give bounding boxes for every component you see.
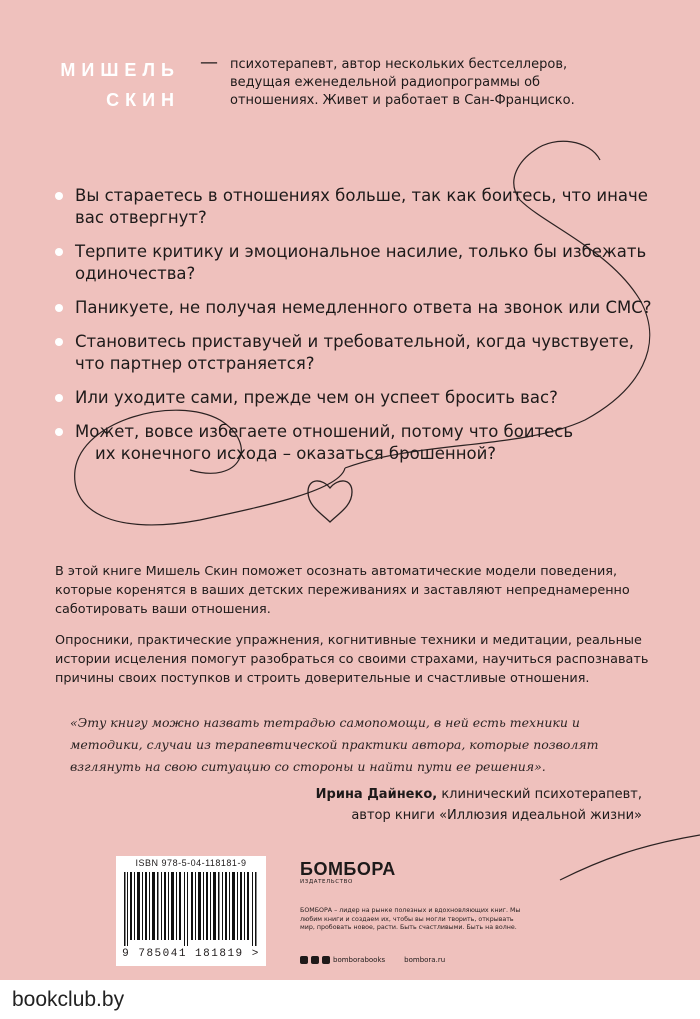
- quote-author-book: автор книги «Иллюзия идеальной жизни»: [351, 808, 642, 823]
- publisher-links: [300, 956, 445, 964]
- bullet-dot-icon: [55, 304, 63, 312]
- question-item: Терпите критику и эмоциональное насилие, только бы избежать одиночества?: [55, 241, 655, 285]
- facebook-icon: [300, 956, 308, 964]
- heart-icon: [308, 481, 352, 522]
- bullet-dot-icon: [55, 338, 63, 346]
- isbn-barcode-block: [116, 856, 266, 966]
- bullet-dot-icon: [55, 192, 63, 200]
- question-item: Вы стараетесь в отношениях больше, так как боитесь, что иначе вас отвергнут?: [55, 185, 655, 229]
- publisher-name: БОМБОРА: [300, 859, 396, 879]
- description-paragraph-1: В этой книге Мишель Скин поможет осознать автоматические модели поведения, которые коренятся в ваших детских переживаниях и заставляют непреднамеренно саботировать ваши отношения.: [55, 564, 630, 617]
- publisher-website: bombora.ru: [404, 956, 446, 964]
- site-watermark: bookclub.by: [12, 988, 125, 1011]
- quote-attribution: [316, 784, 642, 826]
- publisher-logo: [300, 860, 480, 885]
- barcode-digits: 9 785041 181819 >: [122, 948, 260, 960]
- question-item: Становитесь приставучей и требовательной, когда чувствуете, что партнер отстраняется?: [55, 331, 655, 375]
- question-item: Может, вовсе избегаете отношений, потому что боитесь их конечного исхода – оказаться брошенной?: [55, 421, 655, 465]
- bullet-dot-icon: [55, 428, 63, 436]
- publisher-social-handle: bomborabooks: [333, 956, 386, 964]
- question-item: Или уходите сами, прежде чем он успеет бросить вас?: [55, 387, 655, 409]
- publisher-subtitle: ИЗДАТЕЛЬСТВО: [300, 879, 353, 885]
- author-first-name: МИШЕЛЬ: [60, 60, 180, 80]
- author-last-name: СКИН: [106, 90, 180, 110]
- quote-author-name: Ирина Дайнеко,: [315, 787, 438, 802]
- publisher-description: БОМБОРА – лидер на рынке полезных и вдохновляющих книг. Мы любим книги и создаем их, чтобы вы могли творить, открывать мир, пробовать новое, расти. Быть счастливыми. Быть на волне.: [300, 907, 521, 932]
- author-bio: психотерапевт, автор нескольких бестселлеров, ведущая еженедельной радиопрограммы об отношениях. Живет и работает в Сан-Франциско.: [230, 57, 575, 108]
- bullet-dot-icon: [55, 248, 63, 256]
- barcode-icon: [122, 872, 260, 946]
- question-list: [55, 185, 655, 477]
- review-quote: «Эту книгу можно назвать тетрадью самопомощи, в ней есть техники и методики, случаи из терапевтической практики автора, которые позволят взглянуть на свою ситуацию со стороны и найти пути ее решения».: [70, 715, 599, 774]
- instagram-icon: [311, 956, 319, 964]
- author-name: [52, 55, 180, 115]
- description-paragraph-2: Опросники, практические упражнения, когнитивные техники и медитации, реальные истории исцеления помогут разобраться со своими страхами, научиться распознавать причины своих поступков и строить доверительные и счастливые отношения.: [55, 633, 649, 686]
- quote-author-role: клинический психотерапевт,: [441, 787, 642, 802]
- isbn-number: ISBN 978-5-04-118181-9: [135, 858, 247, 868]
- author-dash: —: [200, 52, 218, 73]
- question-item: Паникуете, не получая немедленного ответа на звонок или СМС?: [55, 297, 655, 319]
- bullet-dot-icon: [55, 394, 63, 402]
- vk-icon: [322, 956, 330, 964]
